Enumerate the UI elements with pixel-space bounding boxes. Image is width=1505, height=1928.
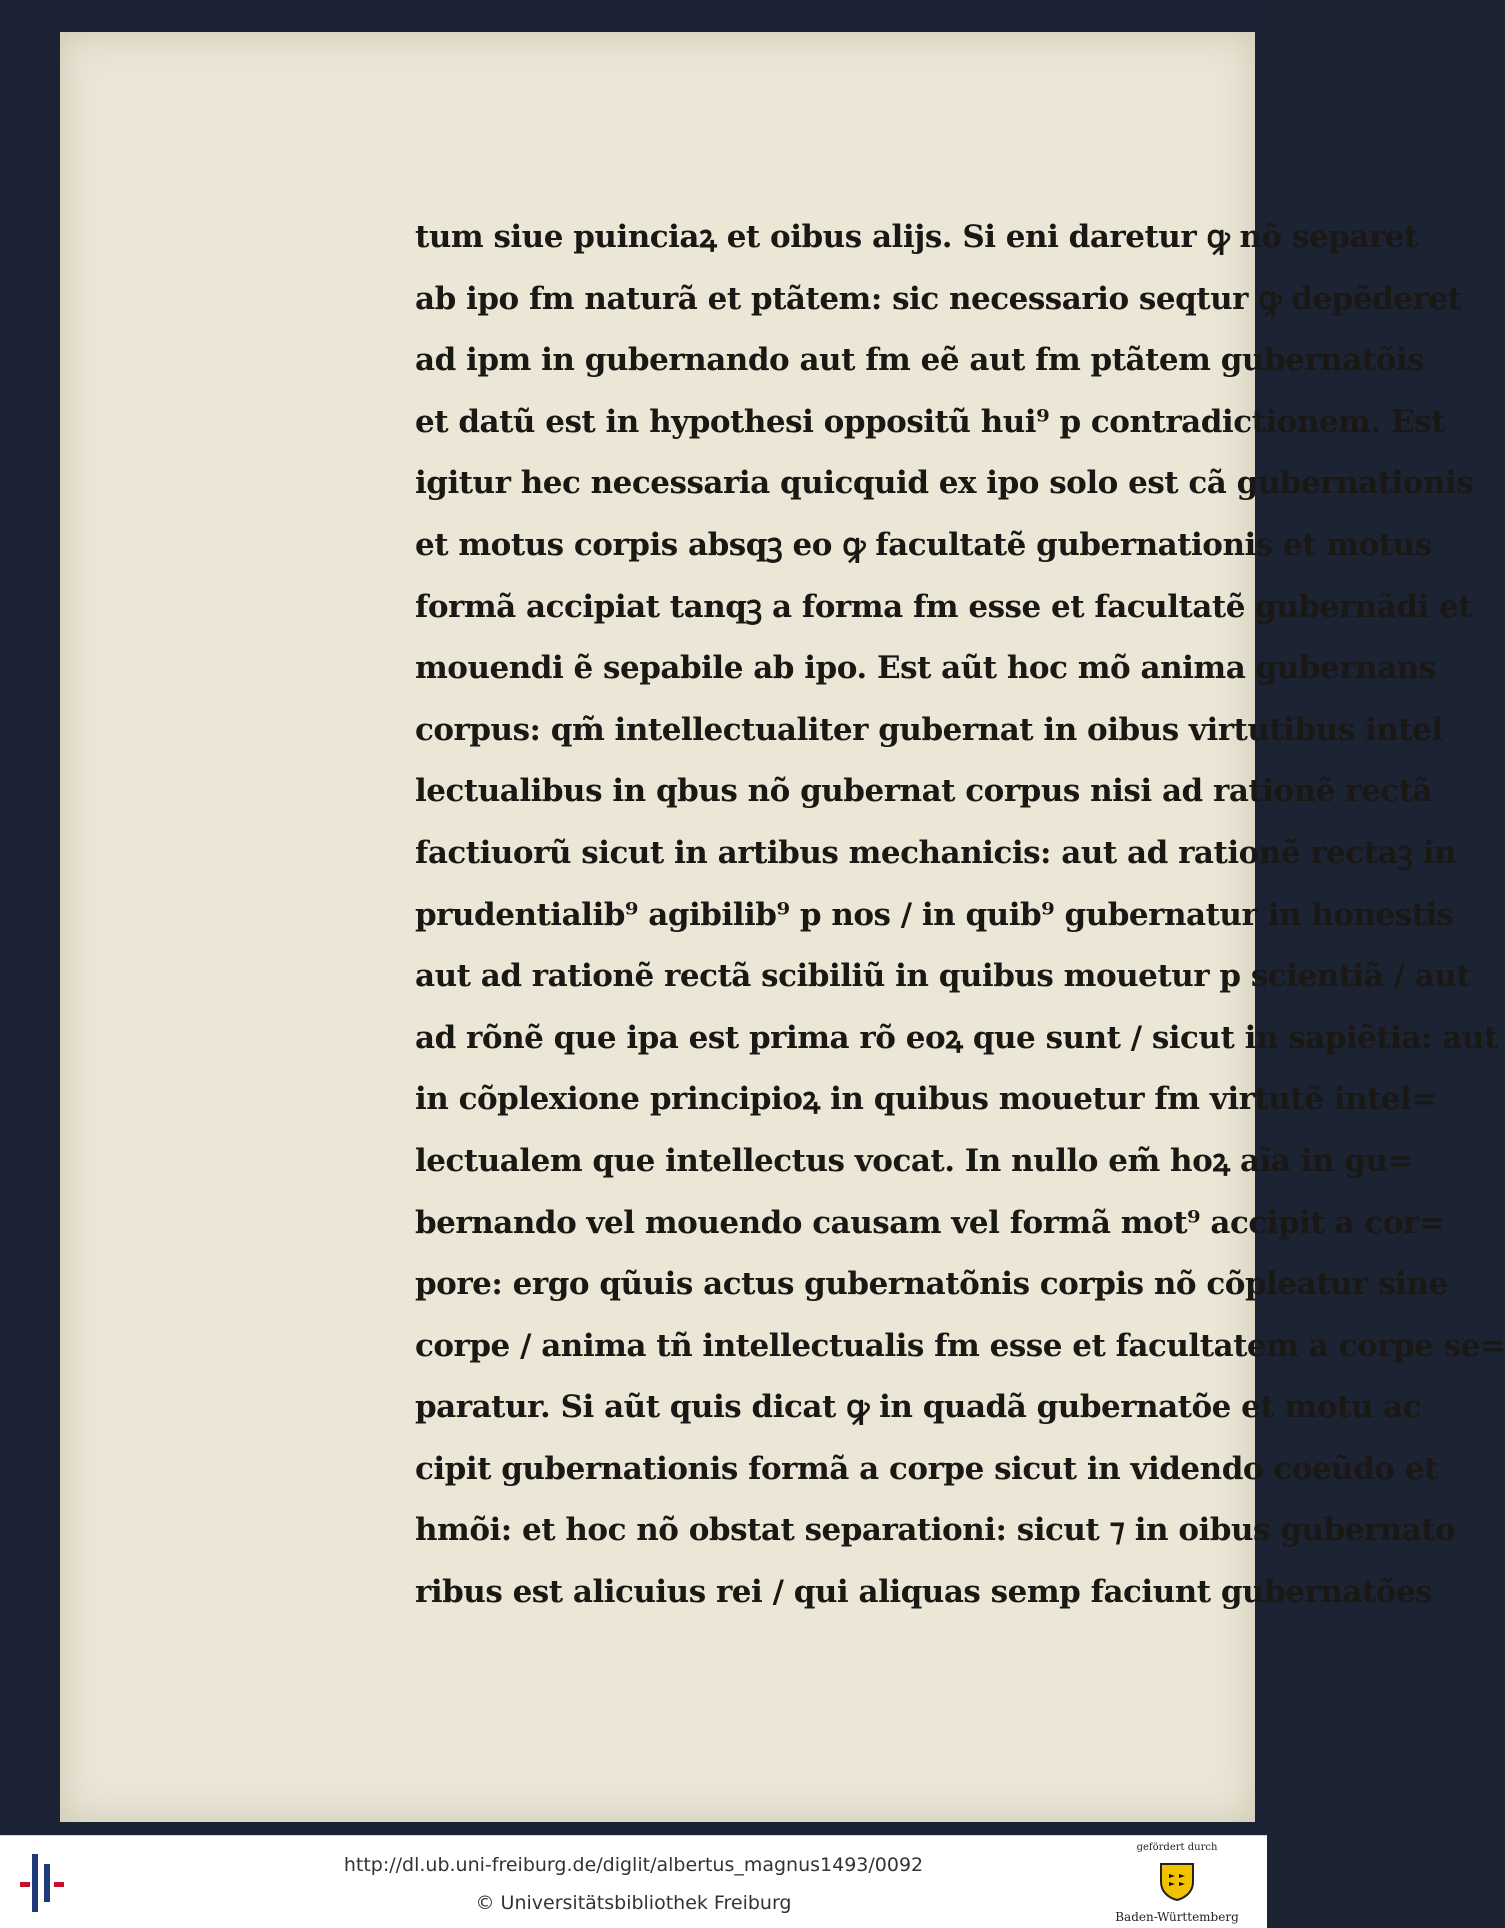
- text-line: ab ipo fm naturã et ptãtem: sic necessario seqtur ꝙ depẽderet: [415, 280, 1462, 317]
- text-line: cipit gubernationis formã a corpe sicut in videndo coeũdo et: [415, 1450, 1438, 1487]
- text-line: ad ipm in gubernando aut fm eẽ aut fm ptãtem gubernatõis: [415, 342, 1425, 379]
- text-line: paratur. Si aũt quis dicat ꝙ in quadã gubernatõe et motu ac: [415, 1389, 1422, 1426]
- text-line: formã accipiat tanqꝫ a forma fm esse et facultatẽ gubernãdi et: [415, 588, 1473, 625]
- page-text: [415, 207, 1505, 1624]
- copyright-notice: © Universitätsbibliothek Freiburg: [475, 1892, 792, 1914]
- text-line: factiuorũ sicut in artibus mechanicis: aut ad rationẽ rectaꝫ in: [415, 834, 1457, 871]
- book-page: [60, 32, 1505, 1822]
- text-line: pore: ergo qũuis actus gubernatõnis corpis nõ cõpleatur sine: [415, 1266, 1448, 1303]
- text-line: lectualibus in qbus nõ gubernat corpus nisi ad rationẽ rectã: [415, 773, 1433, 810]
- text-line: corpus: qm̃ intellectualiter gubernat in oibus virtutibus intel: [415, 711, 1443, 748]
- text-line: ad rõnẽ que ipa est prima rõ eoꝝ que sunt / sicut in sapiẽtia: aut: [415, 1019, 1498, 1056]
- page-url[interactable]: http://dl.ub.uni-freiburg.de/diglit/albertus_magnus1493/0092: [343, 1854, 924, 1876]
- sponsor-caption: gefördert durch: [1136, 1842, 1218, 1853]
- text-line: prudentialib⁹ agibilib⁹ p nos / in quib⁹ gubernatur in honestis: [415, 896, 1454, 933]
- text-line: et datũ est in hypothesi oppositũ hui⁹ p contradictionem. Est: [415, 403, 1445, 440]
- text-line: igitur hec necessaria quicquid ex ipo solo est cã gubernationis: [415, 465, 1474, 502]
- text-line: tum siue puinciaꝝ et oibus alijs. Si eni daretur ꝙ nõ separet: [415, 219, 1418, 255]
- text-line: bernando vel mouendo causam vel formã mot⁹ accipit a cor=: [415, 1204, 1445, 1241]
- text-line: corpe / anima tñ intellectualis fm esse et facultatem a corpe se=: [415, 1327, 1505, 1364]
- text-line: aut ad rationẽ rectã scibiliũ in quibus mouetur p scientiã / aut: [415, 958, 1471, 995]
- sponsor-name: Baden-Württemberg: [1115, 1910, 1239, 1924]
- sponsor-block: [1107, 1842, 1247, 1924]
- crest-icon: [1157, 1860, 1197, 1902]
- text-line: lectualem que intellectus vocat. In nullo em̃ hoꝝ aĩa in gu=: [415, 1142, 1414, 1179]
- text-line: hmõi: et hoc nõ obstat separationi: sicut ⁊ in oibus gubernato: [415, 1512, 1456, 1549]
- text-line: mouendi ẽ sepabile ab ipo. Est aũt hoc mõ anima gubernans: [415, 650, 1436, 687]
- text-line: et motus corpis absqꝫ eo ꝙ facultatẽ gubernationis et motus: [415, 526, 1432, 563]
- viewer-footer: [0, 1835, 1267, 1928]
- text-line: in cõplexione principioꝝ in quibus mouetur fm virtutẽ intel=: [415, 1081, 1437, 1118]
- text-line: ribus est alicuius rei / qui aliquas semp faciunt gubernatões: [415, 1574, 1433, 1611]
